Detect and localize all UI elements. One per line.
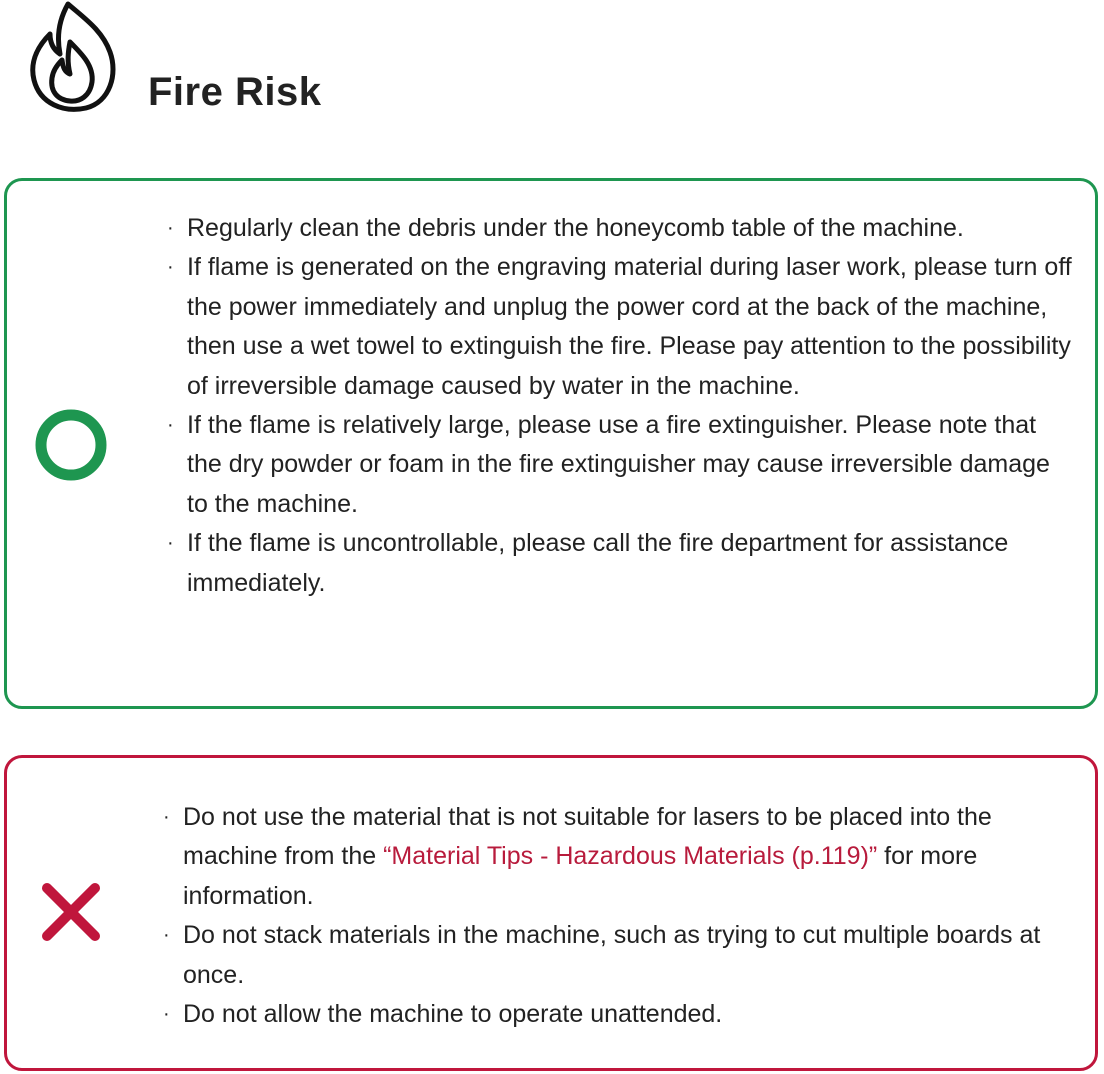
bullet: · bbox=[167, 414, 174, 437]
list-item bbox=[163, 209, 1073, 248]
dont-item-text: Do not stack materials in the machine, such as trying to cut multiple boards at once. bbox=[183, 921, 1041, 989]
do-item-text: If the flame is relatively large, please use a fire extinguisher. Please note that the dry powder or foam in the fire extinguisher may cause irreversible damage to the machine. bbox=[187, 411, 1050, 518]
bullet: · bbox=[167, 217, 174, 239]
bullet: · bbox=[167, 532, 174, 555]
do-section bbox=[4, 178, 1098, 709]
list-item bbox=[163, 406, 1073, 524]
flame-icon bbox=[28, 0, 120, 114]
list-item bbox=[163, 248, 1073, 406]
dont-item-text: Do not use the material that is not suitable for lasers to be placed into the machine from the bbox=[183, 803, 992, 871]
hazardous-materials-link[interactable]: “Material Tips - Hazardous Materials (p.119)” bbox=[383, 842, 878, 871]
do-item-text: If the flame is uncontrollable, please call the fire department for assistance immediately. bbox=[187, 529, 1009, 597]
dont-item-text: Do not allow the machine to operate unattended. bbox=[183, 1000, 723, 1029]
do-item-text: Regularly clean the debris under the honeycomb table of the machine. bbox=[187, 214, 964, 242]
bullet: · bbox=[167, 256, 174, 279]
cross-icon bbox=[39, 880, 103, 944]
dont-list bbox=[159, 798, 1069, 1034]
list-item bbox=[163, 524, 1073, 603]
do-item-text: If flame is generated on the engraving material during laser work, please turn off the power immediately and unplug the power cord at the back of the machine, then use a wet towel to extinguish the fire. Please pay attention to the possibility of irreversible damage caused by water in the machine. bbox=[187, 253, 1072, 400]
bullet: · bbox=[163, 1003, 170, 1026]
bullet: · bbox=[163, 806, 170, 828]
page-title: Fire Risk bbox=[148, 70, 322, 114]
list-item bbox=[159, 798, 1069, 916]
list-item bbox=[159, 916, 1069, 995]
bullet: · bbox=[163, 924, 170, 947]
dont-section bbox=[4, 755, 1098, 1071]
header bbox=[0, 0, 1104, 130]
circle-icon bbox=[33, 407, 109, 483]
list-item bbox=[159, 995, 1069, 1034]
dont-item-text: for more information. bbox=[183, 842, 978, 910]
do-list bbox=[163, 209, 1073, 603]
